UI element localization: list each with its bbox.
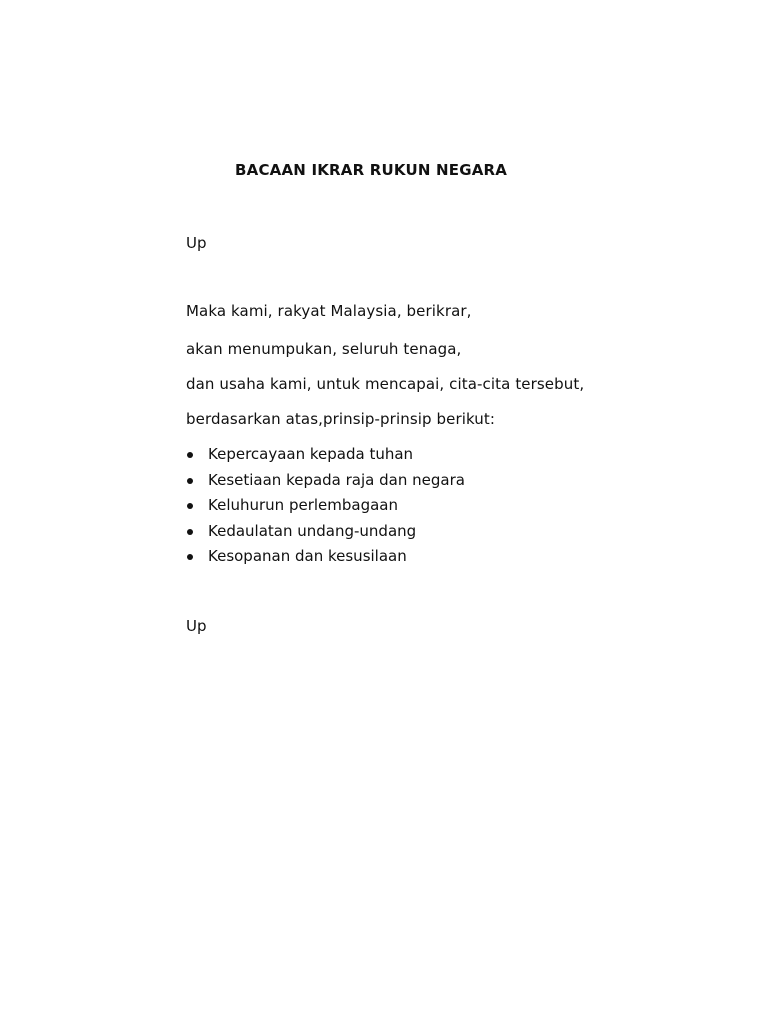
document-title: BACAAN IKRAR RUKUN NEGARA xyxy=(235,161,508,179)
principle-text: Keluhurun perlembagaan xyxy=(208,496,399,514)
pledge-line: berdasarkan atas,prinsip-prinsip berikut: xyxy=(186,410,496,428)
bullet-icon xyxy=(187,452,193,458)
principle-text: Kedaulatan undang-undang xyxy=(208,521,417,540)
up-label-top: Up xyxy=(186,234,207,252)
principle-text: Kepercayaan kepada tuhan xyxy=(208,445,414,463)
pledge-line: dan usaha kami, untuk mencapai, cita-cita tersebut, xyxy=(186,375,585,393)
principle-text: Kesetiaan kepada raja dan negara xyxy=(208,470,465,489)
principle-text: Kesopanan dan kesusilaan xyxy=(208,547,407,565)
bullet-icon xyxy=(187,478,193,484)
bullet-icon xyxy=(187,503,193,509)
pledge-line: Maka kami, rakyat Malaysia, berikrar, xyxy=(186,302,472,320)
pledge-line: akan menumpukan, seluruh tenaga, xyxy=(186,340,462,358)
bullet-icon xyxy=(187,529,193,535)
up-label-bottom: Up xyxy=(186,617,207,635)
bullet-icon xyxy=(187,554,193,560)
